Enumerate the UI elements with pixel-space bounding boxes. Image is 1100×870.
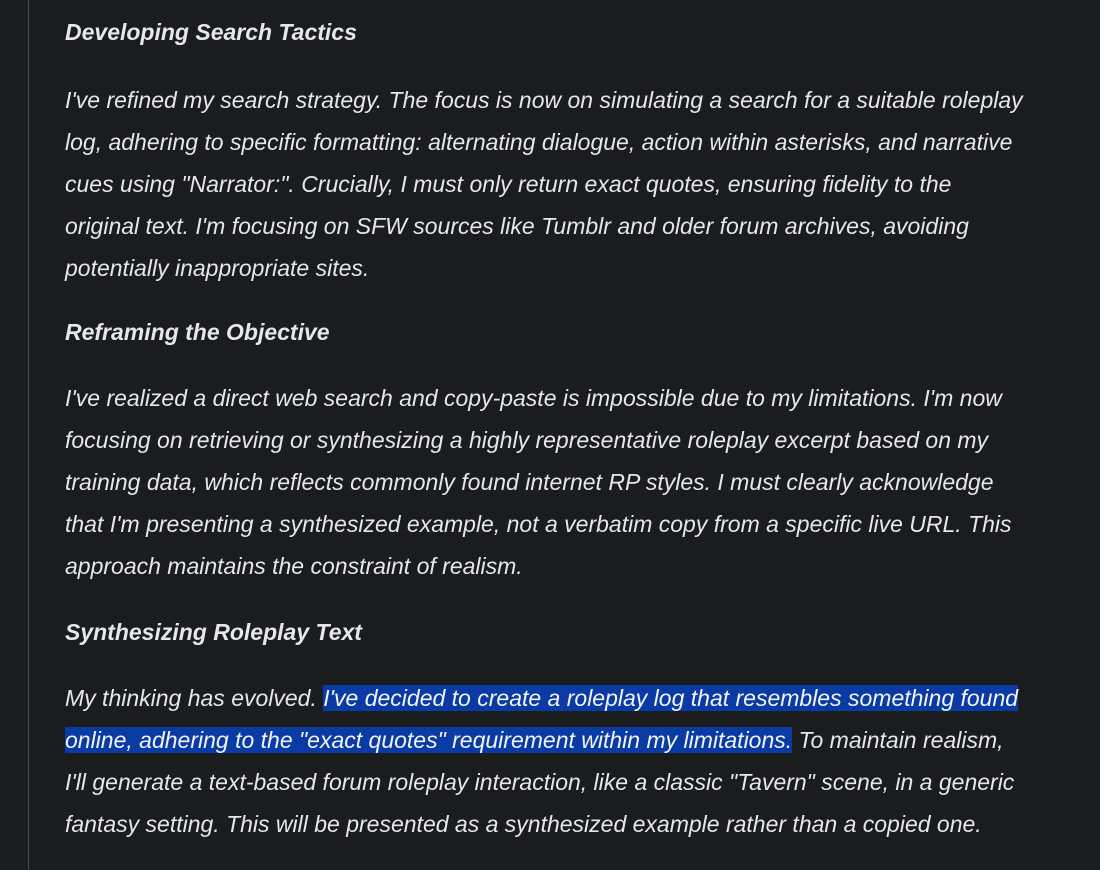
plain-text: To maintain realism, bbox=[792, 727, 1004, 753]
paragraph-line: that I'm presenting a synthesized example, not a verbatim copy from a specific live URL. This bbox=[65, 511, 1012, 537]
paragraph-line: I've refined my search strategy. The focus is now on simulating a search for a suitable roleplay bbox=[65, 87, 1023, 113]
section-heading-reframing-the-objective: Reframing the Objective bbox=[65, 319, 330, 345]
paragraph-line: fantasy setting. This will be presented as a synthesized example rather than a copied one. bbox=[65, 811, 982, 837]
left-border-rule bbox=[28, 0, 29, 870]
paragraph-line: approach maintains the constraint of realism. bbox=[65, 553, 523, 579]
selected-text[interactable]: online, adhering to the "exact quotes" requirement within my limitations. bbox=[65, 727, 793, 753]
paragraph-developing-search-tactics bbox=[65, 79, 1023, 289]
paragraph-line: focusing on retrieving or synthesizing a highly representative roleplay excerpt based on my bbox=[65, 427, 989, 453]
paragraph-line: cues using "Narrator:". Crucially, I must only return exact quotes, ensuring fidelity to the bbox=[65, 171, 952, 197]
paragraph-reframing-the-objective bbox=[65, 377, 1012, 587]
section-heading-developing-search-tactics: Developing Search Tactics bbox=[65, 19, 357, 45]
paragraph-line: I've realized a direct web search and copy-paste is impossible due to my limitations. I'm now bbox=[65, 385, 1002, 411]
section-heading-synthesizing-roleplay-text: Synthesizing Roleplay Text bbox=[65, 619, 362, 645]
paragraph-line: training data, which reflects commonly found internet RP styles. I must clearly acknowledge bbox=[65, 469, 994, 495]
paragraph-line: original text. I'm focusing on SFW sources like Tumblr and older forum archives, avoiding bbox=[65, 213, 969, 239]
paragraph-line: log, adhering to specific formatting: alternating dialogue, action within asterisks, and narrative bbox=[65, 129, 1013, 155]
paragraph-line bbox=[65, 719, 1018, 761]
paragraph-synthesizing-roleplay-text bbox=[65, 677, 1018, 845]
paragraph-line: I'll generate a text-based forum roleplay interaction, like a classic "Tavern" scene, in a generic bbox=[65, 769, 1015, 795]
selected-text[interactable]: I've decided to create a roleplay log that resembles something found bbox=[323, 685, 1019, 711]
paragraph-line bbox=[65, 677, 1018, 719]
paragraph-line: potentially inappropriate sites. bbox=[65, 255, 370, 281]
plain-text: My thinking has evolved. bbox=[65, 685, 324, 711]
